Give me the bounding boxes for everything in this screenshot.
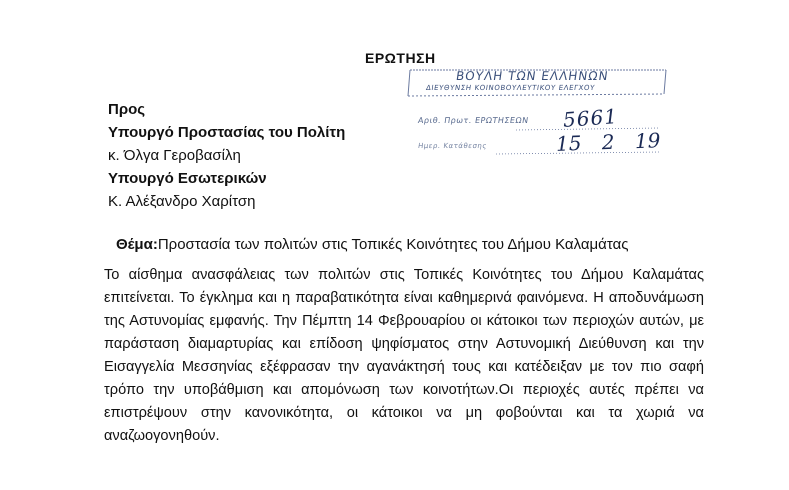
- parliament-receipt-stamp: [398, 68, 668, 158]
- recipient-to-label: Προς: [108, 101, 146, 118]
- subject-line: [116, 236, 628, 253]
- subject-label: Θέμα:: [116, 236, 158, 253]
- stamp-handwritten-date: 15 2 19: [555, 128, 661, 156]
- recipient-minister-name-1: κ. Όλγα Γεροβασίλη: [108, 147, 241, 164]
- body-paragraph: Το αίσθημα ανασφάλειας των πολιτών στις Τοπικές Κοινότητες του Δήμου Καλαμάτας επιτείνεται. Το έγκλημα και η παραβατικότητα είναι καθημερινά φαινόμενα. Η αποδυνάμωση της Αστυνομίας εμφανής. Την Πέμπτη 14 Φεβρουαρίου οι κάτοικοι των περιοχών αυτών, με παράσταση διαμαρτυρίας και επίδοση ψηφίσματος στην Αστυνομική Διεύθυνση και την Εισαγγελία Μεσσηνίας εξέφρασαν την αγανάκτησή τους και κατέδειξαν με τον πιο σαφή τρόπο την υποβάθμιση και απομόνωση των κοινοτήτων.Οι περιοχές αυτές πρέπει να επιστρέψουν στην κανονικότητα, οι κάτοικοι να μη φοβούνται και τα χωριά να αναζωογονηθούν.: [104, 267, 704, 444]
- stamp-line-date-label: Ημερ. Κατάθεσης: [417, 142, 488, 150]
- document-title: ΕΡΩΤΗΣΗ: [365, 50, 436, 66]
- recipient-ministry-citizen-protection: Υπουργό Προστασίας του Πολίτη: [108, 124, 346, 141]
- stamp-handwritten-number: 5661: [562, 104, 619, 132]
- stamp-line-directorate: ΔΙΕΥΘΥΝΣΗ ΚΟΙΝΟΒΟΥΛΕΥΤΙΚΟΥ ΕΛΕΓΧΟΥ: [425, 84, 596, 92]
- stamp-line-parliament: ΒΟΥΛΗ ΤΩΝ ΕΛΛΗΝΩΝ: [455, 69, 610, 83]
- recipient-minister-name-2: Κ. Αλέξανδρο Χαρίτση: [108, 193, 256, 210]
- recipient-ministry-interior: Υπουργό Εσωτερικών: [108, 170, 267, 187]
- stamp-line-protocol-label: Αριθ. Πρωτ. ΕΡΩΤΗΣΕΩΝ: [417, 116, 530, 125]
- subject-text: Προστασία των πολιτών στις Τοπικές Κοινότητες του Δήμου Καλαμάτας: [157, 236, 629, 253]
